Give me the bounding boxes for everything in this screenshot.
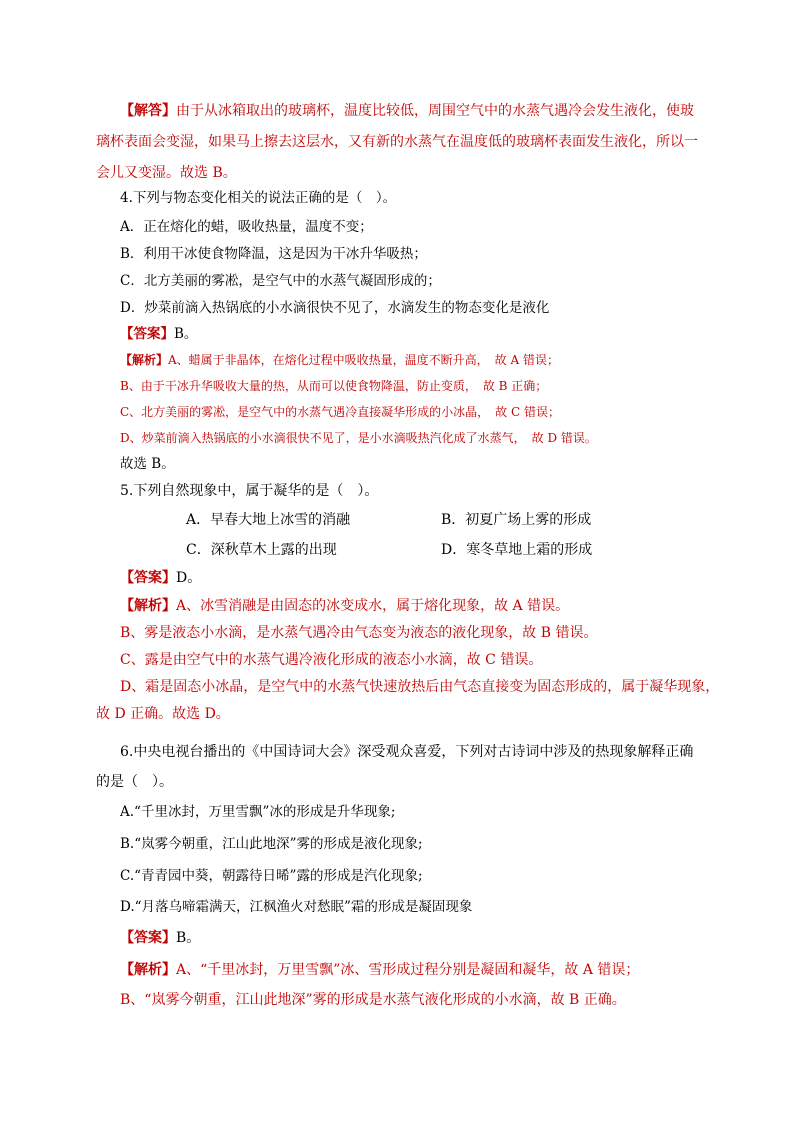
- q4-conclusion: 故选 B。: [120, 456, 175, 472]
- q6-option-a: A.“千里冰封，万里雪飘”冰的形成是升华现象;: [120, 804, 396, 820]
- q4-option-a: A．正在熔化的蜡，吸收热量，温度不变；: [120, 219, 373, 235]
- q5-analysis-5: 故 D 正确。故选 D。: [96, 706, 230, 722]
- q5-answer: 【答案】D。: [120, 570, 202, 586]
- q5-analysis-2: B、雾是液态小水滴，是水蒸气遇冷由气态变为液态的液化现象，故 B 错误。: [120, 625, 598, 641]
- q6-answer: 【答案】B。: [120, 930, 201, 946]
- q6-option-b: B.“岚雾今朝重，江山此地深”雾的形成是液化现象;: [120, 836, 423, 852]
- q4-analysis-4: D、炒菜前滴入热锅底的小水滴很快不见了，是小水滴吸热汽化成了水蒸气， 故 D 错误。: [120, 431, 597, 445]
- q4-analysis-3: C、北方美丽的雾凇，是空气中的水蒸气遇冷直接凝华形成的小冰晶， 故 C 错误；: [120, 405, 560, 419]
- q4-option-d: D．炒菜前滴入热锅底的小水滴很快不见了，水滴发生的物态变化是液化: [120, 300, 550, 316]
- q5-analysis-1: 【解析】A、冰雪消融是由固态的冰变成水，属于熔化现象，故 A 错误。: [120, 598, 570, 614]
- q4-option-c: C．北方美丽的雾凇，是空气中的水蒸气凝固形成的；: [120, 273, 441, 289]
- q5-option-d: D．寒冬草地上霜的形成: [441, 542, 593, 558]
- q6-analysis-1: 【解析】A、“千里冰封，万里雪飘”冰、雪形成过程分别是凝固和凝华，故 A 错误；: [120, 962, 640, 978]
- q4-option-b: B．利用干冰使食物降温，这是因为干冰升华吸热；: [120, 246, 427, 262]
- q6-stem-1: 6.中央电视台播出的《中国诗词大会》深受观众喜爱，下列对古诗词中涉及的热现象解释正确: [120, 744, 694, 760]
- q5-option-c: C．深秋草木上露的出现: [186, 542, 337, 558]
- q6-option-d: D.“月落乌啼霜满天，江枫渔火对愁眠”霜的形成是凝固现象: [120, 899, 473, 915]
- q4-stem: 4.下列与物态变化相关的说法正确的是（ ）。: [120, 190, 397, 206]
- intro-line-3: 会儿又变湿。故选 B。: [96, 165, 237, 181]
- q6-analysis-2: B、“岚雾今朝重，江山此地深”雾的形成是水蒸气液化形成的小水滴，故 B 正确。: [120, 992, 626, 1008]
- q5-stem: 5.下列自然现象中，属于凝华的是（ ）。: [120, 483, 379, 499]
- q5-option-b: B．初夏广场上雾的形成: [441, 512, 592, 528]
- q6-option-c: C.“青青园中葵，朝露待日晞”露的形成是汽化现象;: [120, 868, 423, 884]
- q5-analysis-4: D、霜是固态小冰晶，是空气中的水蒸气快速放热后由气态直接变为固态形成的，属于凝华现象，: [120, 679, 720, 695]
- q4-answer: 【答案】B。: [120, 326, 198, 342]
- answer-explain-tag: 【解答】: [120, 103, 176, 119]
- intro-line-2: 璃杯表面会变湿，如果马上擦去这层水，又有新的水蒸气在温度低的玻璃杯表面发生液化，所以一: [96, 134, 698, 150]
- q4-analysis-1: 【解析】A、蜡属于非晶体，在熔化过程中吸收热量，温度不断升高， 故 A 错误；: [120, 353, 559, 367]
- q5-analysis-3: C、露是由空气中的水蒸气遇冷液化形成的液态小水滴，故 C 错误。: [120, 652, 543, 668]
- intro-line-1: 【解答】由于从冰箱取出的玻璃杯，温度比较低，周围空气中的水蒸气遇冷会发生液化，使玻: [120, 103, 694, 119]
- q5-option-a: A．早春大地上冰雪的消融: [186, 512, 351, 528]
- q4-analysis-2: B、由于干冰升华吸收大量的热，从而可以使食物降温，防止变质， 故 B 正确；: [120, 379, 548, 393]
- q6-stem-2: 的是（ ）。: [96, 774, 173, 790]
